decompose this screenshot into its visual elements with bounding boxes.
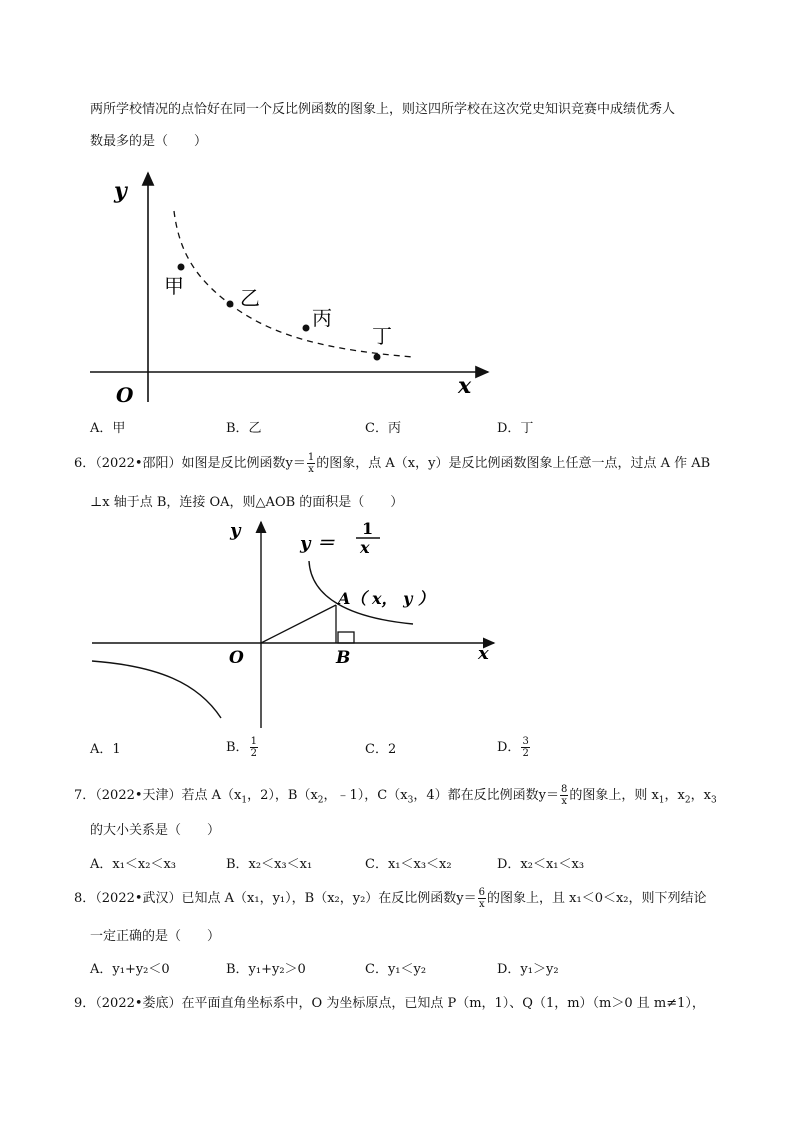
- q8-func-den: x: [479, 899, 485, 910]
- q6-func-fraction: [307, 452, 315, 475]
- point-b-label: B: [336, 648, 351, 668]
- q7-mid3: ，4）都在反比例函数: [413, 788, 539, 803]
- q5-option-b: B．乙: [226, 421, 262, 436]
- q5-figure: [88, 165, 498, 410]
- q6-rest: 的图象，点 A（x，y）是反比例函数图象上任意一点，过点 A 作 AB: [316, 456, 711, 471]
- q8-option-b: B．y₁+y₂＞0: [226, 962, 306, 977]
- q7-option-d: D．x₂＜x₁＜x₃: [497, 857, 585, 872]
- point-a-label: A（ x， y ）: [338, 589, 434, 608]
- q8-func-lhs: y＝: [456, 891, 477, 906]
- q8-rest: 的图象上，且 x₁＜0＜x₂，则下列结论: [487, 891, 707, 906]
- q6-option-d-fraction: [521, 736, 529, 759]
- q6-option-a: A．1: [90, 742, 121, 757]
- q8-func-fraction: [478, 887, 486, 910]
- q7-sub2: 2: [317, 795, 324, 806]
- q7-mid2: ，﹣1），C（x: [323, 788, 408, 803]
- q6-option-b-num: 1: [250, 736, 257, 747]
- q7-text-line1: [74, 784, 717, 811]
- q6-func-num: 1: [307, 452, 315, 463]
- label-bing: 丙: [312, 306, 332, 330]
- q7-option-c: C．x₁＜x₃＜x₂: [365, 857, 452, 872]
- q5-text-line1: 两所学校情况的点恰好在同一个反比例函数的图象上，则这四所学校在这次党史知识竞赛中成绩优秀人: [90, 102, 676, 117]
- point-yi: [227, 301, 234, 308]
- q6-text-line2: ⊥x 轴于点 B，连接 OA，则△AOB 的面积是（ ）: [90, 495, 404, 510]
- y-label: y: [114, 178, 127, 204]
- q8-prefix: 8．（2022•武汉）已知点 A（x₁，y₁），B（x₂，y₂）在反比例函数: [74, 891, 457, 906]
- q5-option-a: A．甲: [90, 421, 126, 436]
- q7-func-den: x: [561, 796, 567, 807]
- q9-text-line1: 9．（2022•娄底）在平面直角坐标系中，O 为坐标原点，已知点 P（m，1）、Q（1，m）（m＞0 且 m≠1），: [74, 996, 705, 1011]
- q7-option-a: A．x₁＜x₂＜x₃: [90, 857, 177, 872]
- origin-label: O: [116, 383, 134, 407]
- q6-text-line1: [74, 452, 710, 475]
- q5-option-c: C．丙: [365, 421, 401, 436]
- q7-sub1: 1: [241, 795, 248, 806]
- q7-rest: 的图象上，则 x: [569, 788, 659, 803]
- q7-sub3: 3: [407, 795, 414, 806]
- label-jia: 甲: [164, 274, 184, 298]
- q7-rsub1: 1: [658, 795, 665, 806]
- q6-option-d-prefix: D．: [497, 740, 521, 755]
- q7-rest3: ，x: [690, 788, 711, 803]
- q6-func-den: x: [308, 464, 314, 475]
- origin-label: O: [229, 648, 244, 668]
- q6-option-d-num: 3: [522, 736, 529, 747]
- segment-oa: [261, 605, 336, 643]
- q8-text-line2: 一定正确的是（ ）: [90, 929, 221, 944]
- q5-text-line2: 数最多的是（ ）: [90, 134, 208, 149]
- q8-func-num: 6: [478, 887, 486, 898]
- q7-rest2: ，x: [664, 788, 685, 803]
- q7-func-lhs: y＝: [538, 788, 559, 803]
- q8-text-line1: [74, 887, 707, 910]
- q8-option-d: D．y₁＞y₂: [497, 962, 559, 977]
- q8-option-c: C．y₁＜y₂: [365, 962, 427, 977]
- label-yi: 乙: [240, 286, 260, 310]
- q6-option-c: C．2: [365, 742, 397, 757]
- hyperbola-branch-q3: [92, 661, 221, 718]
- equation-lhs: y ＝: [300, 533, 335, 554]
- x-label: x: [478, 643, 489, 664]
- q6-option-b-den: 2: [250, 748, 257, 759]
- q8-option-a: A．y₁+y₂＜0: [90, 962, 170, 977]
- q7-text-line2: 的大小关系是（ ）: [90, 823, 221, 838]
- q6-func-lhs: y＝: [285, 456, 306, 471]
- y-label: y: [230, 520, 241, 541]
- x-label: x: [458, 373, 472, 399]
- q6-option-d: [497, 736, 531, 759]
- q6-option-b: [226, 736, 259, 759]
- q6-option-d-den: 2: [522, 748, 529, 759]
- q5-option-d: D．丁: [497, 421, 534, 436]
- q7-mid1: ，2），B（x: [247, 788, 318, 803]
- q6-prefix: 6．（2022•邵阳）如图是反比例函数: [74, 456, 286, 471]
- label-ding: 丁: [372, 324, 392, 348]
- equation-num: 1: [362, 519, 374, 538]
- q7-func-fraction: [560, 784, 568, 807]
- equation-den: x: [360, 538, 370, 557]
- point-ding: [374, 354, 381, 361]
- q7-rsub2: 2: [684, 795, 691, 806]
- right-angle-mark: [338, 632, 354, 643]
- q7-rsub3: 3: [710, 795, 717, 806]
- q6-figure: [88, 518, 498, 732]
- point-bing: [303, 325, 310, 332]
- q7-option-b: B．x₂＜x₃＜x₁: [226, 857, 313, 872]
- q7-prefix: 7．（2022•天津）若点 A（x: [74, 788, 242, 803]
- q6-option-b-prefix: B．: [226, 740, 249, 755]
- q7-func-num: 8: [560, 784, 568, 795]
- q6-option-b-fraction: [250, 736, 258, 759]
- point-jia: [178, 264, 185, 271]
